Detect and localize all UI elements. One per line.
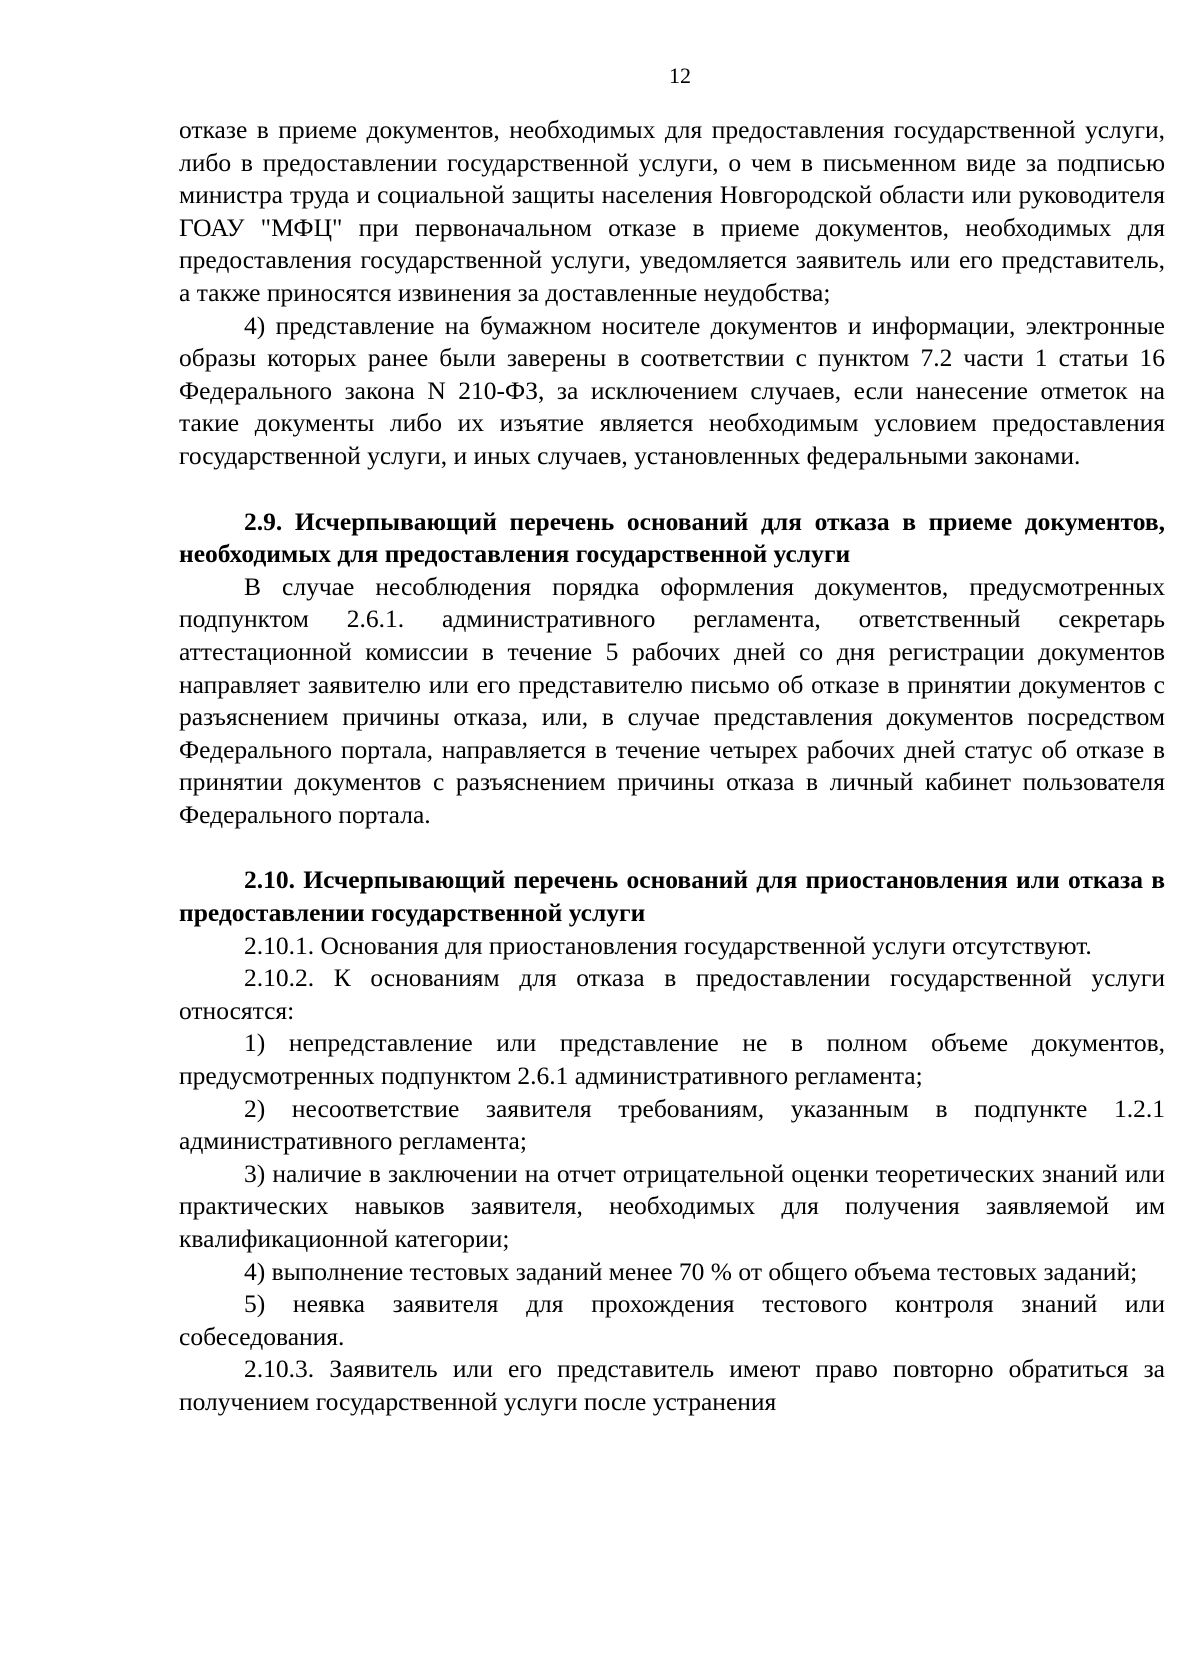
- section-2-10-heading: 2.10. Исчерпывающий перечень оснований для приостановления или отказа в предоставлении государственной услуги: [179, 865, 1165, 928]
- intro-paragraph: отказе в приеме документов, необходимых для предоставления государственной услуги, либо в предоставлении государственной услуги, о чем в письменном виде за подписью министра труда и социальной защиты населения Новгородской области или руководителя ГОАУ "МФЦ" при первоначальном отказе в приеме документов, необходимых для предоставления государственной услуги, уведомляется заявитель или его представитель, а также приносятся извинения за доставленные неудобства;: [179, 115, 1165, 307]
- document-body: [179, 114, 1165, 1419]
- page-number: 12: [669, 63, 691, 88]
- clause-2-10-3: 2.10.3. Заявитель или его представитель имеют право повторно обратиться за получением государственной услуги после устранения: [179, 1354, 1165, 1416]
- clause-2-10-1: 2.10.1. Основания для приостановления государственной услуги отсутствуют.: [244, 930, 1092, 960]
- refusal-reason-4: 4) выполнение тестовых заданий менее 70 % от общего объема тестовых заданий;: [244, 1256, 1138, 1286]
- section-2-9-body: В случае несоблюдения порядка оформления документов, предусмотренных подпунктом 2.6.1. административного регламента, ответственный секретарь аттестационной комиссии в течение 5 рабочих дней со дня регистрации документов направляет заявителю или его представителю письмо об отказе в принятии документов с разъяснением причины отказа, или, в случае представления документов посредством Федерального портала, направляется в течение четырех рабочих дней статус об отказе в принятии документов с разъяснением причины отказа в личный кабинет пользователя Федерального портала.: [179, 571, 1165, 829]
- refusal-reason-3: 3) наличие в заключении на отчет отрицательной оценки теоретических знаний или практических навыков заявителя, необходимых для получения заявляемой им квалификационной категории;: [179, 1158, 1165, 1253]
- list-item-4: 4) представление на бумажном носителе документов и информации, электронные образы которых ранее были заверены в соответствии с пунктом 7.2 части 1 статьи 16 Федерального закона N 210-ФЗ, за исключением случаев, если нанесение отметок на такие документы либо их изъятие является необходимым условием предоставления государственной услуги, и иных случаев, установленных федеральными законами.: [179, 310, 1165, 470]
- clause-2-10-2: 2.10.2. К основаниям для отказа в предоставлении государственной услуги относятся:: [179, 963, 1165, 1025]
- section-2-9-heading: 2.9. Исчерпывающий перечень оснований для отказа в приеме документов, необходимых для предоставления государственной услуги: [179, 506, 1165, 569]
- refusal-reason-2: 2) несоответствие заявителя требованиям, указанным в подпункте 1.2.1 административного регламента;: [179, 1093, 1165, 1156]
- refusal-reason-5: 5) неявка заявителя для прохождения тестового контроля знаний или собеседования.: [179, 1289, 1165, 1351]
- refusal-reason-1: 1) непредставление или представление не в полном объеме документов, предусмотренных подпунктом 2.6.1 административного регламента;: [179, 1028, 1165, 1091]
